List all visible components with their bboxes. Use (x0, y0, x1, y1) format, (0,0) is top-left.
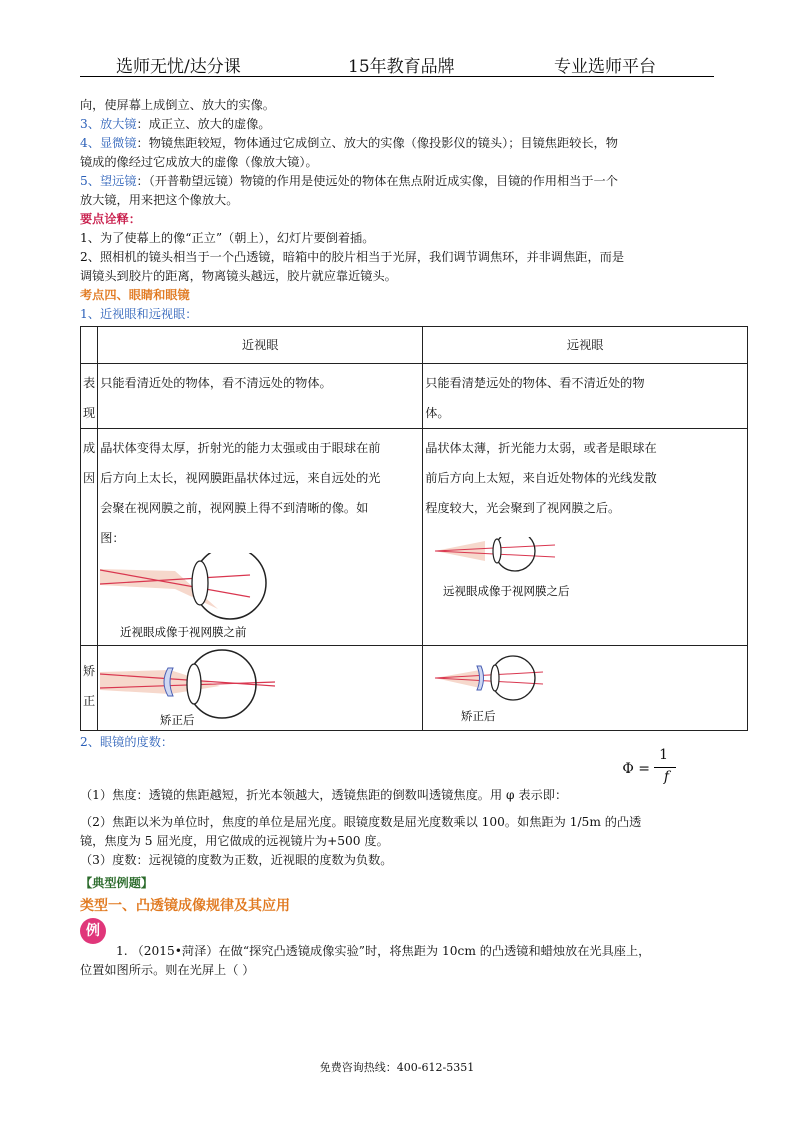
item-text: ：（开普勒望远镜）物镜的作用是使远处的物体在焦点附近成实像，目镜的作用相当于一个 (136, 174, 618, 188)
near-sighted-eye-diagram (100, 553, 420, 645)
header-center: 15年教育品牌 (348, 57, 455, 77)
text-line: 2、照相机的镜头相当于一个凸透镜，暗箱中的胶片相当于光屏，我们调节调焦环，并非调焦距，而是 (80, 250, 625, 264)
row-head-cause: 成 因 (81, 429, 98, 646)
text-line: 向，使屏幕上成倒立、放大的实像。 (80, 98, 275, 112)
header-right: 专业选师平台 (554, 57, 656, 77)
examples-heading: 【典型例题】 (80, 876, 154, 890)
cell-far-cause: 晶状体太薄，折光能力太弱，或者是眼球在 前后方向上太短，来自近处物体的光线发散 程度较大，光会聚到了视网膜之后。 远视眼成像于视网膜之后 (423, 429, 748, 646)
lens (493, 539, 501, 563)
col-header-near: 近视眼 (98, 327, 423, 364)
lens (187, 664, 201, 704)
example-badge-icon: 例 (80, 918, 106, 944)
col-header-far: 远视眼 (423, 327, 748, 364)
row-head-correction: 矫 正 (81, 646, 98, 731)
far-sighted-corrected-diagram (425, 646, 745, 730)
text-line: （1）焦度：透镜的焦距越短，折光本领越大，透镜焦距的倒数叫透镜焦度。用 φ 表示即： (80, 788, 568, 802)
row-head-symptom: 表 现 (81, 364, 98, 429)
light-beam (100, 670, 220, 694)
item-label: 3、放大镜 (80, 117, 137, 131)
subsection-heading: 1、近视眼和远视眼： (80, 307, 198, 321)
text-line: （2）焦距以米为单位时，焦度的单位是屈光度。眼镜度数是屈光度数乘以 100。如焦距为 1/5m 的凸透 (80, 815, 642, 829)
item-text: ：成正立、放大的虚像。 (136, 117, 271, 131)
text-line: 调镜头到胶片的距离，物离镜头越远，胶片就应靠近镜头。 (80, 269, 397, 283)
question-text: 位置如图所示。则在光屏上（ ） (80, 963, 255, 977)
figure-caption: 近视眼成像于视网膜之前 (120, 625, 247, 639)
text-line: （3）度数：远视镜的度数为正数，近视眼的度数为负数。 (80, 853, 393, 867)
lens (491, 665, 499, 691)
keypoint-heading: 要点诠释： (80, 212, 141, 226)
header-left: 选师无忧/达分课 (116, 57, 241, 77)
text-line: 镜，焦度为 5 屈光度，用它做成的远视镜片为+500 度。 (80, 834, 389, 848)
section-heading: 考点四、眼睛和眼镜 (80, 288, 190, 302)
formula-block: Φ = 1 f (80, 752, 714, 782)
near-sighted-corrected-diagram (100, 646, 420, 730)
page-content (80, 96, 714, 980)
text-line (80, 115, 714, 134)
subsection-heading: 2、眼镜的度数： (80, 735, 174, 749)
figure-caption: 远视眼成像于视网膜之后 (443, 584, 570, 598)
cell-near-correction (98, 646, 423, 731)
item-label: 4、显微镜 (80, 136, 137, 150)
text-line (80, 172, 714, 191)
light-ray (435, 672, 543, 678)
far-sighted-eye-diagram (425, 537, 745, 607)
figure-caption: 矫正后 (160, 713, 195, 727)
text-line (80, 134, 714, 153)
question-text: 1. （2015•菏泽）在做“探究凸透镜成像实验”时，将焦距为 10cm 的凸透镜和蜡烛放在光具座上， (116, 944, 651, 958)
type-heading: 类型一、凸透镜成像规律及其应用 (80, 898, 290, 914)
item-label: 5、望远镜 (80, 174, 137, 188)
lens (192, 561, 208, 605)
eye-comparison-table (80, 326, 748, 731)
item-text: ：物镜焦距较短，物体通过它成倒立、放大的实像（像投影仪的镜头）；目镜焦距较长，物 (136, 136, 618, 150)
page-header (80, 46, 714, 77)
text-line: 放大镜，用来把这个像放大。 (80, 193, 239, 207)
figure-caption: 矫正后 (461, 709, 496, 723)
text-line: 1、为了使幕上的像“正立”（朝上），幻灯片要倒着插。 (80, 231, 375, 245)
text-line: 镜成的像经过它成放大的虚像（像放大镜）。 (80, 155, 318, 169)
cell-far-correction (423, 646, 748, 731)
cell-near-symptom: 只能看清近处的物体，看不清远处的物体。 (98, 364, 423, 429)
page-footer: 免费咨询热线：400-612-5351 (319, 1061, 475, 1074)
cell-far-symptom: 只能看清楚远处的物体、看不清近处的物 体。 (423, 364, 748, 429)
cell-near-cause: 晶状体变得太厚，折射光的能力太强或由于眼球在前 后方向上太长，视网膜距晶状体过远，来自远处的光 会聚在视网膜之前，视网膜上得不到清晰的像。如 图： 近视眼成像于视网膜之前 (98, 429, 423, 646)
